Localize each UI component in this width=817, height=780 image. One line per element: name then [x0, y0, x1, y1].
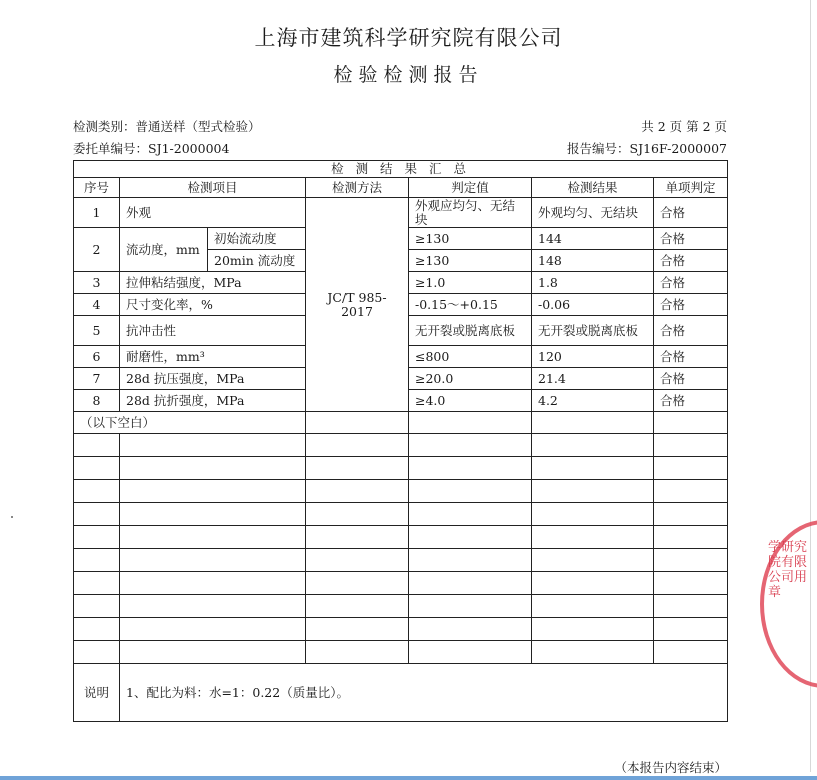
row-item: 尺寸变化率，%	[120, 294, 306, 316]
row-item: 抗冲击性	[120, 316, 306, 346]
scan-dot	[11, 516, 13, 518]
note-label: 说明	[74, 664, 120, 722]
row-no: 4	[74, 294, 120, 316]
row-no: 5	[74, 316, 120, 346]
seal-text: 学研究院有限公司用章	[768, 540, 808, 600]
col-header-method: 检测方法	[306, 178, 409, 198]
empty-row	[74, 526, 728, 549]
row-no: 1	[74, 198, 120, 228]
header-row	[74, 178, 728, 198]
row-judge: 合格	[654, 272, 728, 294]
empty-row	[74, 480, 728, 503]
row-result: 无开裂或脱离底板	[532, 316, 654, 346]
row-no: 7	[74, 368, 120, 390]
col-header-standard: 判定值	[409, 178, 532, 198]
row-no: 2	[74, 228, 120, 272]
row-no: 8	[74, 390, 120, 412]
row-standard: ≥4.0	[409, 390, 532, 412]
row-result: 外观均匀、无结块	[532, 198, 654, 228]
row-judge: 合格	[654, 368, 728, 390]
row-item: 外观	[120, 198, 306, 228]
row-judge: 合格	[654, 198, 728, 228]
row-standard: 无开裂或脱离底板	[409, 316, 532, 346]
row-item: 流动度，mm	[120, 228, 208, 272]
row-result: 144	[532, 228, 654, 250]
row-result: 4.2	[532, 390, 654, 412]
row-judge: 合格	[654, 390, 728, 412]
row-standard: ≥20.0	[409, 368, 532, 390]
col-header-no: 序号	[74, 178, 120, 198]
row-no: 3	[74, 272, 120, 294]
row-subitem: 20min 流动度	[208, 250, 306, 272]
test-method: JC/T 985-2017	[306, 198, 409, 412]
row-subitem: 初始流动度	[208, 228, 306, 250]
empty-row	[74, 572, 728, 595]
row-item: 耐磨性，mm³	[120, 346, 306, 368]
empty-row	[74, 434, 728, 457]
row-judge: 合格	[654, 250, 728, 272]
row-standard: ≤800	[409, 346, 532, 368]
col-header-judge: 单项判定	[654, 178, 728, 198]
col-header-item: 检测项目	[120, 178, 306, 198]
empty-row	[74, 595, 728, 618]
row-standard: 外观应均匀、无结块	[409, 198, 532, 228]
report-number: 报告编号：SJ16F-2000007	[567, 141, 727, 156]
page-count: 共 2 页 第 2 页	[641, 119, 727, 134]
empty-row	[74, 457, 728, 480]
row-result: 1.8	[532, 272, 654, 294]
blank-marker: （以下空白）	[74, 412, 306, 434]
row-result: -0.06	[532, 294, 654, 316]
test-category: 检测类别：普通送样（型式检验）	[73, 119, 261, 134]
note-text: 1、配比为料：水=1：0.22（质量比）。	[120, 664, 728, 722]
order-number: 委托单编号：SJ1-2000004	[73, 141, 230, 156]
row-result: 148	[532, 250, 654, 272]
row-standard: ≥130	[409, 228, 532, 250]
row-judge: 合格	[654, 346, 728, 368]
row-no: 6	[74, 346, 120, 368]
row-standard: ≥1.0	[409, 272, 532, 294]
blank-marker-row	[74, 412, 728, 434]
company-name: 上海市建筑科学研究院有限公司	[254, 26, 563, 50]
row-item: 28d 抗压强度，MPa	[120, 368, 306, 390]
row-item: 28d 抗折强度，MPa	[120, 390, 306, 412]
row-standard: -0.15～+0.15	[409, 294, 532, 316]
end-note: （本报告内容结束）	[614, 760, 727, 775]
empty-row	[74, 503, 728, 526]
note-row	[74, 664, 728, 722]
row-item: 拉伸粘结强度，MPa	[120, 272, 306, 294]
row-result: 120	[532, 346, 654, 368]
table-row	[74, 198, 728, 228]
row-judge: 合格	[654, 228, 728, 250]
row-result: 21.4	[532, 368, 654, 390]
row-judge: 合格	[654, 294, 728, 316]
empty-row	[74, 618, 728, 641]
row-judge: 合格	[654, 316, 728, 346]
page-edge-bottom	[0, 776, 817, 780]
empty-row	[74, 641, 728, 664]
summary-title: 检 测 结 果 汇 总	[74, 161, 728, 178]
results-table	[73, 160, 728, 722]
empty-row	[74, 549, 728, 572]
report-title: 检验检测报告	[333, 64, 484, 86]
row-standard: ≥130	[409, 250, 532, 272]
col-header-result: 检测结果	[532, 178, 654, 198]
